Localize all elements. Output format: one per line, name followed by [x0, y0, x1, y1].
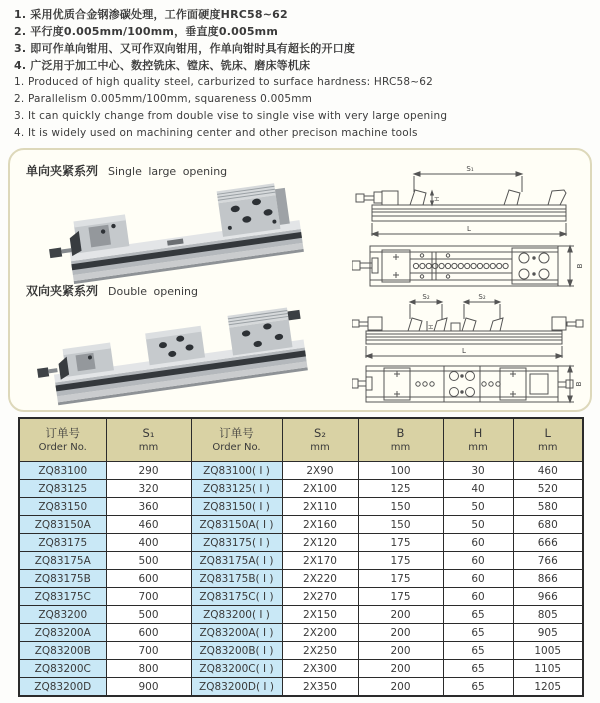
cell-s1: 700 — [106, 588, 191, 606]
table-row — [19, 498, 583, 516]
cell-b: 175 — [358, 570, 443, 588]
table-row — [19, 552, 583, 570]
cell-l: 666 — [513, 534, 583, 552]
cell-b: 200 — [358, 678, 443, 697]
cell-s1: 400 — [106, 534, 191, 552]
table-row — [19, 462, 583, 480]
cell-l: 866 — [513, 570, 583, 588]
cell-s2: 2X110 — [282, 498, 358, 516]
table-row — [19, 624, 583, 642]
cell-b: 175 — [358, 552, 443, 570]
spec-table-head — [19, 418, 583, 462]
cell-l: 680 — [513, 516, 583, 534]
cell-s2: 2X160 — [282, 516, 358, 534]
table-row — [19, 534, 583, 552]
cell-h: 50 — [443, 516, 513, 534]
cell-order-no-single: ZQ83200D — [19, 678, 106, 697]
cell-s1: 290 — [106, 462, 191, 480]
double-vise-illustration — [36, 306, 308, 406]
section-double-title-zh: 双向夹紧系列 — [26, 284, 99, 298]
cell-s1: 460 — [106, 516, 191, 534]
cell-order-no-single: ZQ83175C — [19, 588, 106, 606]
cell-s1: 700 — [106, 642, 191, 660]
col-header-s2: S₂ mm — [282, 418, 358, 462]
cell-order-no-double: ZQ83100( Ⅰ ) — [191, 462, 282, 480]
dim-label-s1: S₁ — [466, 165, 474, 173]
feature-zh-4: 4. 广泛用于加工中心、数控铣床、镗床、铣床、磨床等机床 — [14, 59, 311, 72]
cell-b: 200 — [358, 624, 443, 642]
cell-b: 175 — [358, 588, 443, 606]
cell-order-no-single: ZQ83200B — [19, 642, 106, 660]
cell-s1: 500 — [106, 606, 191, 624]
cell-s1: 320 — [106, 480, 191, 498]
cell-b: 150 — [358, 498, 443, 516]
cell-h: 65 — [443, 624, 513, 642]
dim-label-l-single: L — [467, 225, 471, 233]
cell-h: 65 — [443, 660, 513, 678]
cell-s1: 500 — [106, 552, 191, 570]
cell-order-no-double: ZQ83175A( Ⅰ ) — [191, 552, 282, 570]
cell-l: 1005 — [513, 642, 583, 660]
section-single-title-en: Single large opening — [108, 165, 228, 178]
cell-order-no-single: ZQ83175A — [19, 552, 106, 570]
cell-order-no-single: ZQ83200 — [19, 606, 106, 624]
cell-h: 65 — [443, 678, 513, 697]
table-row — [19, 588, 583, 606]
table-row — [19, 516, 583, 534]
col-header-l: L mm — [513, 418, 583, 462]
spec-table-body — [19, 462, 583, 697]
cell-order-no-single: ZQ83175 — [19, 534, 106, 552]
double-elevation-view — [352, 300, 583, 358]
header-row — [19, 418, 583, 462]
col-header-h: H mm — [443, 418, 513, 462]
cell-l: 805 — [513, 606, 583, 624]
cell-b: 200 — [358, 660, 443, 678]
dim-label-b-double: B — [575, 381, 583, 387]
cell-b: 200 — [358, 606, 443, 624]
photo-double-vise — [36, 296, 336, 406]
cell-order-no-double: ZQ83200D( Ⅰ ) — [191, 678, 282, 697]
cell-s2: 2X150 — [282, 606, 358, 624]
single-vise-illustration — [46, 180, 304, 284]
cell-h: 60 — [443, 534, 513, 552]
cell-s1: 600 — [106, 624, 191, 642]
product-panel — [8, 148, 592, 412]
cell-order-no-double: ZQ83200C( Ⅰ ) — [191, 660, 282, 678]
cell-s2: 2X170 — [282, 552, 358, 570]
cell-s1: 600 — [106, 570, 191, 588]
section-double-title-en: Double opening — [108, 285, 198, 298]
feature-zh-1: 1. 采用优质合金钢渗碳处理，工作面硬度HRC58~62 — [14, 8, 288, 21]
cell-b: 150 — [358, 516, 443, 534]
cell-h: 60 — [443, 570, 513, 588]
cell-order-no-single: ZQ83100 — [19, 462, 106, 480]
cell-s1: 900 — [106, 678, 191, 697]
photo-single-vise — [46, 180, 326, 284]
dim-label-b-single: B — [576, 263, 584, 269]
cell-order-no-single: ZQ83200C — [19, 660, 106, 678]
dim-label-h-single: H — [434, 196, 441, 202]
cell-h: 40 — [443, 480, 513, 498]
cell-b: 200 — [358, 642, 443, 660]
dim-label-l-double: L — [462, 347, 466, 355]
cell-l: 580 — [513, 498, 583, 516]
cell-order-no-double: ZQ83175( Ⅰ ) — [191, 534, 282, 552]
cell-h: 65 — [443, 642, 513, 660]
drawing-single-opening — [352, 158, 590, 290]
dim-label-s2-left: S₂ — [422, 293, 430, 301]
col-header-order-no-single: 订单号 Order No. — [19, 418, 106, 462]
cell-b: 100 — [358, 462, 443, 480]
dim-label-h-double: H — [428, 324, 435, 330]
cell-h: 65 — [443, 606, 513, 624]
spec-table — [18, 417, 584, 697]
double-plan-view — [352, 366, 574, 402]
cell-l: 905 — [513, 624, 583, 642]
table-row — [19, 480, 583, 498]
single-elevation-view — [356, 172, 566, 236]
cell-l: 1205 — [513, 678, 583, 697]
cell-order-no-double: ZQ83175C( Ⅰ ) — [191, 588, 282, 606]
col-header-s1: S₁ mm — [106, 418, 191, 462]
cell-order-no-double: ZQ83200A( Ⅰ ) — [191, 624, 282, 642]
dim-label-s2-right: S₂ — [478, 293, 486, 301]
section-heading-single — [26, 160, 227, 179]
cell-b: 125 — [358, 480, 443, 498]
cell-order-no-double: ZQ83200B( Ⅰ ) — [191, 642, 282, 660]
table-row — [19, 570, 583, 588]
cell-order-no-single: ZQ83200A — [19, 624, 106, 642]
cell-h: 50 — [443, 498, 513, 516]
table-row — [19, 660, 583, 678]
cell-s2: 2X350 — [282, 678, 358, 697]
cell-l: 520 — [513, 480, 583, 498]
drawing-double-opening — [352, 290, 590, 408]
cell-l: 460 — [513, 462, 583, 480]
cell-b: 175 — [358, 534, 443, 552]
feature-en-2: 2. Parallelism 0.005mm/100mm, squareness 0.005mm — [14, 93, 313, 105]
cell-s2: 2X90 — [282, 462, 358, 480]
cell-s2: 2X270 — [282, 588, 358, 606]
cell-l: 1105 — [513, 660, 583, 678]
col-header-order-no-double: 订单号 Order No. — [191, 418, 282, 462]
cell-h: 60 — [443, 588, 513, 606]
cell-order-no-double: ZQ83150A( Ⅰ ) — [191, 516, 282, 534]
feature-en-1: 1. Produced of high quality steel, carburized to surface hardness: HRC58~62 — [14, 76, 434, 88]
feature-zh-3: 3. 即可作单向钳用、又可作双向钳用，作单向钳时具有超长的开口度 — [14, 42, 356, 55]
cell-order-no-double: ZQ83175B( Ⅰ ) — [191, 570, 282, 588]
table-row — [19, 642, 583, 660]
cell-s2: 2X120 — [282, 534, 358, 552]
cell-l: 966 — [513, 588, 583, 606]
feature-list — [14, 6, 589, 142]
table-row — [19, 606, 583, 624]
cell-order-no-single: ZQ83125 — [19, 480, 106, 498]
feature-en-3: 3. It can quickly change from double vise to single vise with very large opening — [14, 110, 448, 122]
cell-order-no-double: ZQ83150( Ⅰ ) — [191, 498, 282, 516]
feature-en-4: 4. It is widely used on machining center and other precison machine tools — [14, 127, 418, 139]
cell-order-no-single: ZQ83175B — [19, 570, 106, 588]
cell-order-no-single: ZQ83150A — [19, 516, 106, 534]
cell-s2: 2X220 — [282, 570, 358, 588]
feature-zh-2: 2. 平行度0.005mm/100mm，垂直度0.005mm — [14, 25, 278, 38]
cell-s1: 360 — [106, 498, 191, 516]
cell-l: 766 — [513, 552, 583, 570]
cell-s2: 2X200 — [282, 624, 358, 642]
col-header-b: B mm — [358, 418, 443, 462]
cell-s2: 2X100 — [282, 480, 358, 498]
cell-h: 60 — [443, 552, 513, 570]
section-single-title-zh: 单向夹紧系列 — [26, 164, 99, 178]
cell-s2: 2X300 — [282, 660, 358, 678]
table-row — [19, 678, 583, 697]
cell-order-no-single: ZQ83150 — [19, 498, 106, 516]
cell-s2: 2X250 — [282, 642, 358, 660]
cell-order-no-double: ZQ83125( Ⅰ ) — [191, 480, 282, 498]
cell-h: 30 — [443, 462, 513, 480]
cell-order-no-double: ZQ83200( Ⅰ ) — [191, 606, 282, 624]
cell-s1: 800 — [106, 660, 191, 678]
single-plan-view — [352, 246, 574, 286]
